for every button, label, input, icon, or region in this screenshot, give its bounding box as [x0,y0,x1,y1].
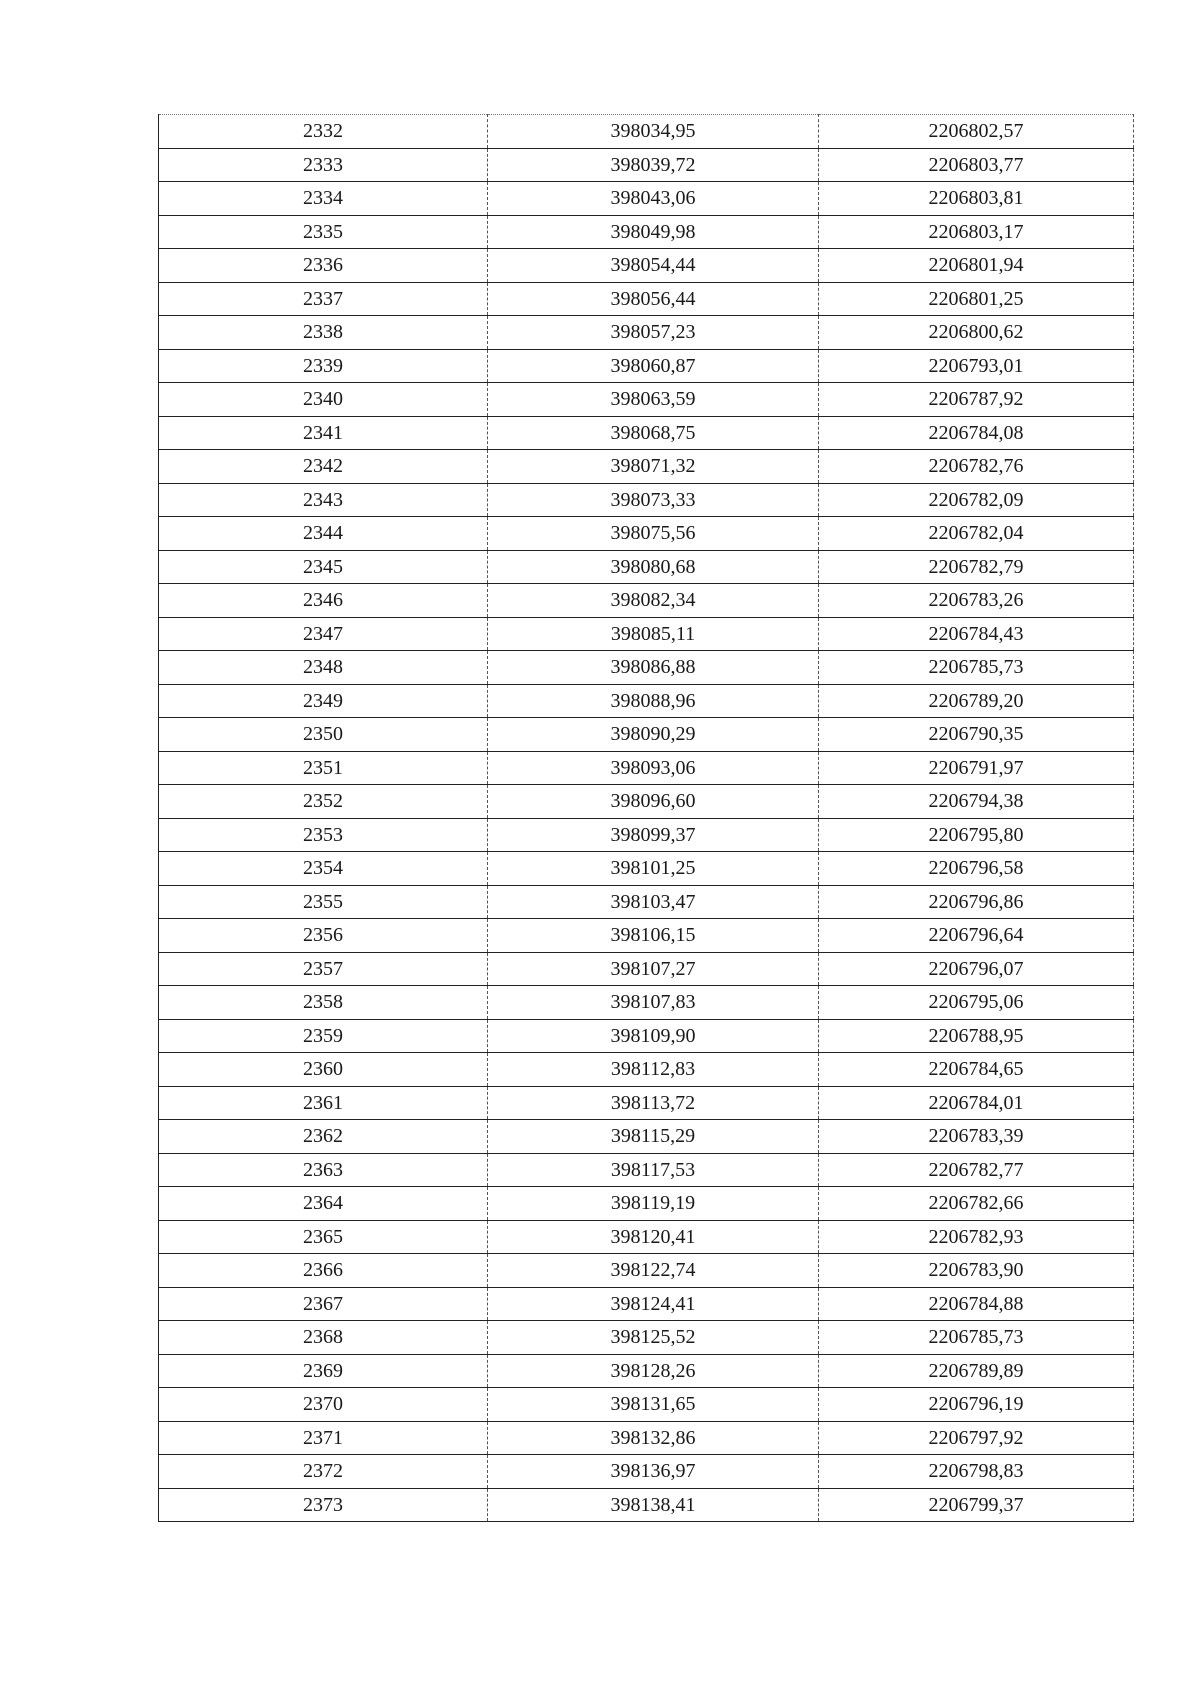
table-row [159,952,1134,986]
x-coordinate-cell: 398080,68 [488,550,819,584]
table-row [159,1120,1134,1154]
y-coordinate-cell: 2206784,43 [819,617,1134,651]
table-row [159,1455,1134,1489]
point-number-cell: 2360 [159,1053,488,1087]
table-row [159,517,1134,551]
x-coordinate-cell: 398119,19 [488,1187,819,1221]
x-coordinate-cell: 398109,90 [488,1019,819,1053]
y-coordinate-cell: 2206782,93 [819,1220,1134,1254]
x-coordinate-cell: 398107,27 [488,952,819,986]
y-coordinate-cell: 2206783,39 [819,1120,1134,1154]
x-coordinate-cell: 398131,65 [488,1388,819,1422]
table-row [159,1354,1134,1388]
point-number-cell: 2365 [159,1220,488,1254]
y-coordinate-cell: 2206788,95 [819,1019,1134,1053]
point-number-cell: 2345 [159,550,488,584]
y-coordinate-cell: 2206787,92 [819,383,1134,417]
x-coordinate-cell: 398054,44 [488,249,819,283]
table-row [159,215,1134,249]
y-coordinate-cell: 2206784,08 [819,416,1134,450]
x-coordinate-cell: 398122,74 [488,1254,819,1288]
x-coordinate-cell: 398120,41 [488,1220,819,1254]
x-coordinate-cell: 398093,06 [488,751,819,785]
point-number-cell: 2354 [159,852,488,886]
y-coordinate-cell: 2206801,94 [819,249,1134,283]
x-coordinate-cell: 398124,41 [488,1287,819,1321]
table-row [159,282,1134,316]
point-number-cell: 2333 [159,148,488,182]
table-row [159,617,1134,651]
point-number-cell: 2370 [159,1388,488,1422]
y-coordinate-cell: 2206796,86 [819,885,1134,919]
y-coordinate-cell: 2206803,81 [819,182,1134,216]
y-coordinate-cell: 2206796,64 [819,919,1134,953]
table-row [159,852,1134,886]
table-row [159,115,1134,149]
y-coordinate-cell: 2206801,25 [819,282,1134,316]
y-coordinate-cell: 2206802,57 [819,115,1134,149]
point-number-cell: 2366 [159,1254,488,1288]
table-row [159,1220,1134,1254]
table-row [159,1153,1134,1187]
point-number-cell: 2371 [159,1421,488,1455]
x-coordinate-cell: 398106,15 [488,919,819,953]
point-number-cell: 2359 [159,1019,488,1053]
point-number-cell: 2356 [159,919,488,953]
y-coordinate-cell: 2206784,65 [819,1053,1134,1087]
table-row [159,416,1134,450]
y-coordinate-cell: 2206795,06 [819,986,1134,1020]
x-coordinate-cell: 398057,23 [488,316,819,350]
table-row [159,550,1134,584]
table-row [159,1287,1134,1321]
table-row [159,1187,1134,1221]
y-coordinate-cell: 2206803,17 [819,215,1134,249]
y-coordinate-cell: 2206782,66 [819,1187,1134,1221]
x-coordinate-cell: 398112,83 [488,1053,819,1087]
y-coordinate-cell: 2206795,80 [819,818,1134,852]
point-number-cell: 2347 [159,617,488,651]
table-row [159,751,1134,785]
x-coordinate-cell: 398043,06 [488,182,819,216]
table-row [159,1488,1134,1522]
y-coordinate-cell: 2206794,38 [819,785,1134,819]
x-coordinate-cell: 398063,59 [488,383,819,417]
x-coordinate-cell: 398073,33 [488,483,819,517]
table-row [159,249,1134,283]
table-row [159,182,1134,216]
x-coordinate-cell: 398056,44 [488,282,819,316]
x-coordinate-cell: 398049,98 [488,215,819,249]
x-coordinate-cell: 398103,47 [488,885,819,919]
table-row [159,684,1134,718]
y-coordinate-cell: 2206796,19 [819,1388,1134,1422]
point-number-cell: 2339 [159,349,488,383]
y-coordinate-cell: 2206800,62 [819,316,1134,350]
y-coordinate-cell: 2206782,79 [819,550,1134,584]
x-coordinate-cell: 398096,60 [488,785,819,819]
point-number-cell: 2349 [159,684,488,718]
point-number-cell: 2342 [159,450,488,484]
y-coordinate-cell: 2206784,88 [819,1287,1134,1321]
point-number-cell: 2364 [159,1187,488,1221]
table-row [159,718,1134,752]
x-coordinate-cell: 398090,29 [488,718,819,752]
y-coordinate-cell: 2206782,04 [819,517,1134,551]
table-row [159,651,1134,685]
point-number-cell: 2332 [159,115,488,149]
x-coordinate-cell: 398136,97 [488,1455,819,1489]
x-coordinate-cell: 398034,95 [488,115,819,149]
y-coordinate-cell: 2206789,89 [819,1354,1134,1388]
point-number-cell: 2362 [159,1120,488,1154]
y-coordinate-cell: 2206791,97 [819,751,1134,785]
x-coordinate-cell: 398128,26 [488,1354,819,1388]
x-coordinate-cell: 398099,37 [488,818,819,852]
point-number-cell: 2348 [159,651,488,685]
x-coordinate-cell: 398125,52 [488,1321,819,1355]
x-coordinate-cell: 398071,32 [488,450,819,484]
table-row [159,986,1134,1020]
x-coordinate-cell: 398115,29 [488,1120,819,1154]
x-coordinate-cell: 398138,41 [488,1488,819,1522]
x-coordinate-cell: 398082,34 [488,584,819,618]
point-number-cell: 2358 [159,986,488,1020]
y-coordinate-cell: 2206789,20 [819,684,1134,718]
point-number-cell: 2338 [159,316,488,350]
point-number-cell: 2337 [159,282,488,316]
table-row [159,818,1134,852]
y-coordinate-cell: 2206790,35 [819,718,1134,752]
point-number-cell: 2350 [159,718,488,752]
point-number-cell: 2343 [159,483,488,517]
point-number-cell: 2341 [159,416,488,450]
table-row [159,483,1134,517]
point-number-cell: 2363 [159,1153,488,1187]
x-coordinate-cell: 398075,56 [488,517,819,551]
x-coordinate-cell: 398085,11 [488,617,819,651]
table-row [159,148,1134,182]
table-row [159,1421,1134,1455]
point-number-cell: 2351 [159,751,488,785]
y-coordinate-cell: 2206782,09 [819,483,1134,517]
point-number-cell: 2367 [159,1287,488,1321]
point-number-cell: 2361 [159,1086,488,1120]
x-coordinate-cell: 398113,72 [488,1086,819,1120]
x-coordinate-cell: 398060,87 [488,349,819,383]
point-number-cell: 2369 [159,1354,488,1388]
table-row [159,1321,1134,1355]
point-number-cell: 2335 [159,215,488,249]
point-number-cell: 2334 [159,182,488,216]
x-coordinate-cell: 398088,96 [488,684,819,718]
point-number-cell: 2373 [159,1488,488,1522]
y-coordinate-cell: 2206799,37 [819,1488,1134,1522]
y-coordinate-cell: 2206785,73 [819,651,1134,685]
table-row [159,1053,1134,1087]
point-number-cell: 2336 [159,249,488,283]
point-number-cell: 2340 [159,383,488,417]
table-row [159,1086,1134,1120]
table-row [159,584,1134,618]
point-number-cell: 2357 [159,952,488,986]
table-row [159,785,1134,819]
coordinates-table-body [159,115,1134,1522]
point-number-cell: 2346 [159,584,488,618]
x-coordinate-cell: 398101,25 [488,852,819,886]
y-coordinate-cell: 2206782,76 [819,450,1134,484]
table-row [159,316,1134,350]
y-coordinate-cell: 2206793,01 [819,349,1134,383]
point-number-cell: 2344 [159,517,488,551]
x-coordinate-cell: 398068,75 [488,416,819,450]
x-coordinate-cell: 398132,86 [488,1421,819,1455]
table-row [159,885,1134,919]
y-coordinate-cell: 2206797,92 [819,1421,1134,1455]
point-number-cell: 2355 [159,885,488,919]
y-coordinate-cell: 2206783,90 [819,1254,1134,1288]
x-coordinate-cell: 398117,53 [488,1153,819,1187]
y-coordinate-cell: 2206796,07 [819,952,1134,986]
table-row [159,1388,1134,1422]
y-coordinate-cell: 2206784,01 [819,1086,1134,1120]
point-number-cell: 2368 [159,1321,488,1355]
y-coordinate-cell: 2206782,77 [819,1153,1134,1187]
x-coordinate-cell: 398039,72 [488,148,819,182]
y-coordinate-cell: 2206798,83 [819,1455,1134,1489]
point-number-cell: 2372 [159,1455,488,1489]
table-row [159,1019,1134,1053]
y-coordinate-cell: 2206785,73 [819,1321,1134,1355]
x-coordinate-cell: 398107,83 [488,986,819,1020]
table-row [159,349,1134,383]
table-row [159,383,1134,417]
table-row [159,919,1134,953]
coordinates-table [158,114,1134,1522]
point-number-cell: 2352 [159,785,488,819]
table-row [159,450,1134,484]
y-coordinate-cell: 2206783,26 [819,584,1134,618]
x-coordinate-cell: 398086,88 [488,651,819,685]
y-coordinate-cell: 2206803,77 [819,148,1134,182]
table-row [159,1254,1134,1288]
point-number-cell: 2353 [159,818,488,852]
y-coordinate-cell: 2206796,58 [819,852,1134,886]
